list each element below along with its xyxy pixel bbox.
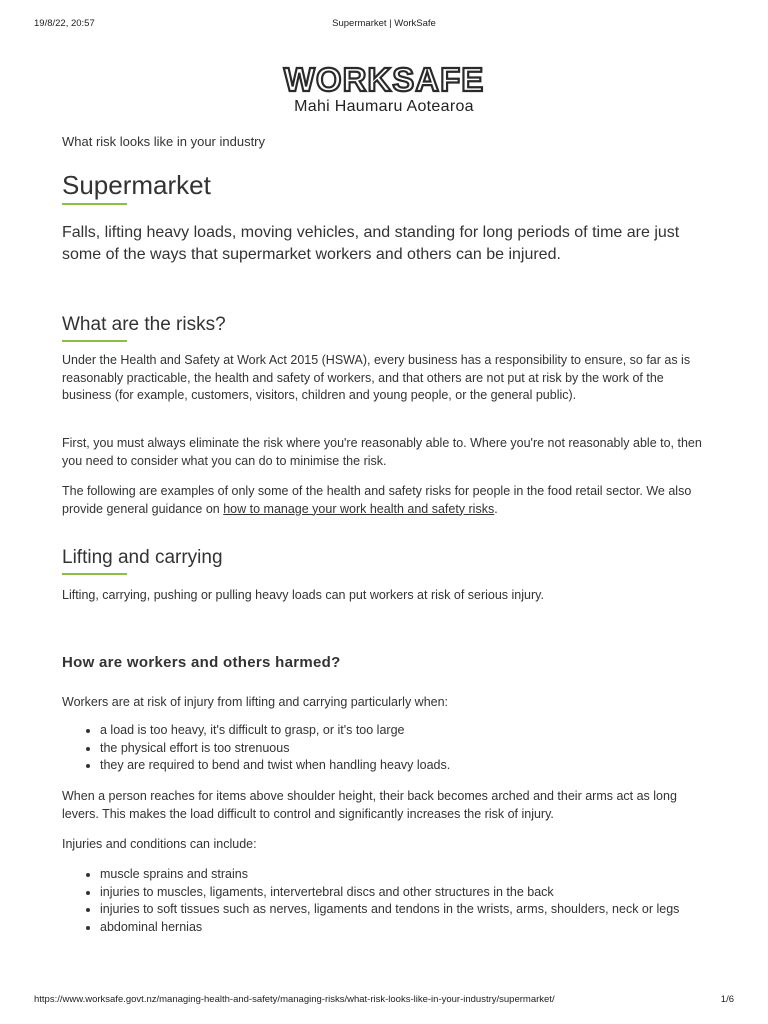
- list-item: • abdominal hernias: [100, 919, 740, 937]
- reach-paragraph: When a person reaches for items above shoulder height, their back becomes arched and their arms act as long levers. This makes the load difficult to control and significantly increases the risk of injury.: [62, 789, 677, 821]
- list-item: • they are required to bend and twist when handling heavy loads.: [100, 757, 740, 775]
- list-item: • muscle sprains and strains: [100, 866, 740, 884]
- print-header: [34, 18, 734, 32]
- page-title: Supermarket: [62, 170, 211, 200]
- manage-risks-link[interactable]: how to manage your work health and safety risks: [223, 501, 495, 516]
- injuries-list: [62, 866, 740, 936]
- section-kicker: What risk looks like in your industry: [62, 134, 266, 149]
- list-item: • injuries to muscles, ligaments, intervertebral discs and other structures in the back: [100, 884, 740, 902]
- logo-brand: WORKSAFE: [283, 61, 485, 98]
- lifting-heading-underline: [62, 573, 127, 575]
- risks-paragraph-1: Under the Health and Safety at Work Act 2015 (HSWA), every business has a responsibility to ensure, so far as is reasonably practicable, the health and safety of workers, and that others are not put at risk by the work of the business (for example, customers, visitors, children and young people, or the general public).: [62, 353, 691, 402]
- print-url: https://www.worksafe.govt.nz/managing-health-and-safety/managing-risks/what-risk-looks-like-in-your-industry/supermarket/: [34, 994, 555, 1005]
- list-item: • a load is too heavy, it's difficult to grasp, or it's too large: [100, 722, 740, 740]
- harm-intro: Workers are at risk of injury from lifting and carrying particularly when:: [62, 695, 449, 709]
- print-datetime: 19/8/22, 20:57: [34, 18, 95, 29]
- risks-paragraph-2: First, you must always eliminate the risk where you're reasonably able to. Where you're not reasonably able to, then you need to consider what you can do to minimise the risk.: [62, 436, 702, 468]
- list-item: • injuries to soft tissues such as nerves, ligaments and tendons in the wrists, arms, shoulders, neck or legs: [100, 901, 740, 919]
- risks-heading: What are the risks?: [62, 314, 226, 335]
- worksafe-logo[interactable]: [0, 62, 768, 116]
- risks-heading-underline: [62, 340, 127, 342]
- harm-list: [62, 722, 740, 775]
- print-footer: [34, 994, 734, 1008]
- lifting-intro: Lifting, carrying, pushing or pulling heavy loads can put workers at risk of serious injury.: [62, 588, 544, 602]
- lead-paragraph: Falls, lifting heavy loads, moving vehicles, and standing for long periods of time are just some of the ways that supermarket workers and others can be injured.: [62, 224, 680, 263]
- risks-paragraph-3: [62, 483, 707, 518]
- harm-heading: How are workers and others harmed?: [62, 654, 341, 671]
- lifting-heading: Lifting and carrying: [62, 547, 223, 568]
- page-number: 1/6: [720, 994, 734, 1005]
- logo-tagline: Mahi Haumaru Aotearoa: [294, 98, 474, 115]
- risks-paragraph-3-text: The following are examples of only some of the health and safety risks for people in the food retail sector. We also provide general guidance on: [62, 484, 692, 516]
- title-underline: [62, 203, 127, 205]
- injuries-intro: Injuries and conditions can include:: [62, 837, 257, 851]
- print-page-title: Supermarket | WorkSafe: [332, 18, 436, 29]
- list-item: • the physical effort is too strenuous: [100, 740, 740, 758]
- risks-paragraph-3-end: .: [494, 501, 498, 516]
